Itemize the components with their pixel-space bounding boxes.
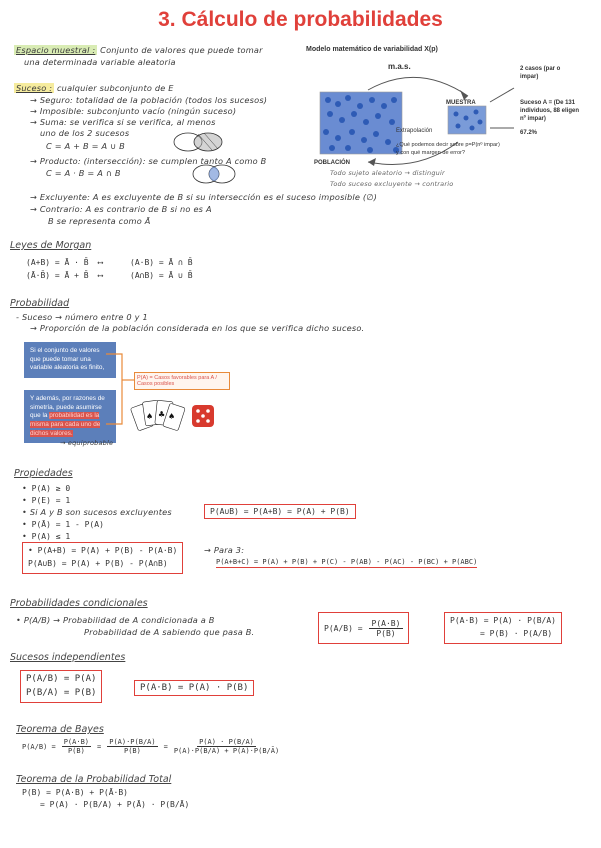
prop-4: • P(Ā) = 1 - P(A) — [22, 520, 104, 529]
svg-text:♠: ♠ — [146, 412, 154, 421]
bayes-f2d: P(B) — [123, 747, 141, 755]
morgan-law-2b: (A∩B) = Ā ∪ B̄ — [130, 271, 193, 280]
indep-title: Sucesos independientes — [10, 652, 126, 663]
cond-line-2: Probabilidad de A sabiendo que pasa B. — [84, 627, 255, 637]
morgan-law-1b: (A·B) = Ā ∩ B̄ — [130, 258, 193, 267]
morgan-arrow-2: ⟷ — [98, 271, 103, 280]
suceso-item-1: → Imposible: subconjunto vacío (ningún suceso) — [30, 106, 237, 116]
prop-6b: P(A∪B) = P(A) + P(B) - P(A∩B) — [28, 558, 168, 568]
morgan-law-2a: (Ā·B̄) = Ā + B̄ — [26, 271, 89, 280]
equiprobable-note: → equiprobable — [60, 439, 114, 447]
diagram-pregunta-2: y con qué margen de error? — [396, 150, 466, 156]
cond-box-1 — [318, 612, 409, 644]
morgan-title: Leyes de Morgan — [10, 240, 92, 251]
symmetry-highlight: probabilidad es la misma para cada uno de dichos valores. — [30, 412, 101, 437]
espacio-def-1: Conjunto de valores que puede tomar — [100, 45, 263, 55]
prob-line-1: - Suceso → número entre 0 y 1 — [16, 312, 148, 322]
suceso-item-0: → Seguro: totalidad de la población (todos los sucesos) — [30, 95, 268, 105]
bayes-f3n: P(A) · P(B/A) — [199, 738, 254, 746]
cond-box-1-lhs: P(A/B) = — [324, 623, 363, 633]
diagram-suceso-3: nº impar) — [520, 116, 546, 122]
diagram-extrapolacion: Extrapolación — [396, 128, 433, 134]
prop-1: • P(A) ≥ 0 — [22, 484, 71, 493]
indep-box-2: P(A·B) = P(A) · P(B) — [134, 680, 254, 696]
diagram-suceso-1: Suceso A = (De 131 — [520, 100, 576, 106]
bayes-f2n: P(A)·P(B/A) — [109, 738, 156, 746]
diagram-pregunta-1: ¿Qué podemos decir sobre p=P(nº impar) — [396, 142, 500, 148]
espacio-term: Espacio muestral : — [16, 45, 96, 55]
diagram-suceso-2: individuos, 88 eligen — [520, 108, 580, 114]
suceso-def: cualquier subconjunto de E — [56, 83, 174, 93]
total-line-1: P(B) = P(A·B) + P(Ā·B) — [22, 788, 128, 797]
bayes-title: Teorema de Bayes — [16, 724, 104, 735]
venn-union-icon — [160, 128, 240, 156]
bayes-formula — [22, 738, 279, 755]
svg-text:♣: ♣ — [158, 410, 166, 419]
cond-line-1: • P(A/B) → Probabilidad de A condicionada a B — [16, 615, 215, 625]
symmetry-text: Y además, por razones de simetría, puede asumirse que la — [30, 395, 105, 420]
suceso-item-6: C = A · B = A ∩ B — [46, 168, 121, 178]
diagram-casos-1: 2 casos (par o — [520, 66, 561, 72]
prop-6c: P(A+B+C) = P(A) + P(B) + P(C) - P(AB) - P(AC) - P(BC) + P(ABC) — [216, 558, 478, 566]
suceso-item-5: → Producto: (intersección): se cumplen tanto A como B — [30, 156, 267, 166]
prop-5: • P(A) ≤ 1 — [22, 532, 71, 541]
cond-box-1-den: P(B) — [376, 628, 396, 638]
cond-title: Probabilidades condicionales — [10, 598, 148, 609]
bayes-frac-2 — [107, 738, 157, 755]
prop-3-box: P(A∪B) = P(A+B) = P(A) + P(B) — [204, 504, 356, 519]
finite-card: Si el conjunto de valores que puede tomar una variable aleatoria es finito, — [24, 342, 116, 378]
indep-b2: P(B/A) = P(B) — [26, 687, 97, 698]
prob-title: Probabilidad — [10, 298, 70, 309]
diagram-muestra: MUESTRA — [446, 100, 476, 106]
suceso-item-8: → Contrario: A es contrario de B si no es A — [30, 204, 212, 214]
prop-2: • P(E) = 1 — [22, 496, 71, 505]
suceso-item-2: → Suma: se verifica si se verifica, al menos — [30, 117, 216, 127]
cond-box-2 — [444, 612, 562, 644]
prop-6-arrow: → Para 3: — [204, 545, 245, 555]
morgan-law-1a: (A+B) = Ā · B̄ — [26, 258, 89, 267]
indep-b1: P(A/B) = P(A) — [26, 674, 97, 684]
suceso-item-9: B se representa como Ā — [48, 216, 151, 226]
venn-intersection-icon — [182, 161, 252, 187]
espacio-def-2: una determinada variable aleatoria — [24, 57, 176, 67]
bayes-f1n: P(A·B) — [63, 738, 90, 746]
prop-6a: • P(A+B) = P(A) + P(B) - P(A·B) — [28, 546, 178, 555]
page-title: 3. Cálculo de probabilidades — [158, 8, 443, 31]
diagram-note-2: Todo suceso excluyente → contrario — [330, 180, 454, 188]
espacio-line1 — [14, 46, 263, 56]
suceso-item-7: → Excluyente: A es excluyente de B si su intersección es el suceso imposible (∅) — [30, 192, 378, 202]
suceso-term: Suceso : — [16, 83, 53, 93]
bayes-lhs: P(A/B) = — [22, 742, 56, 751]
cond-box-2a: P(A·B) = P(A) · P(B/A) — [450, 616, 556, 625]
cond-box-2b: = P(B) · P(A/B) — [480, 628, 553, 638]
cond-box-1-num: P(A·B) — [369, 619, 404, 629]
diagram-mas: m.a.s. — [388, 62, 411, 71]
bayes-eq-1: = — [97, 742, 102, 751]
suceso-item-3: uno de los 2 sucesos — [40, 128, 130, 138]
props-title: Propiedades — [14, 468, 73, 479]
indep-box-1 — [20, 670, 102, 703]
cards-dice-icon — [130, 395, 230, 441]
bayes-frac-3 — [174, 738, 279, 755]
total-line-2: = P(A) · P(B/A) + P(Ā) · P(B/Ā) — [40, 800, 190, 809]
diagram-percent: 67.2% — [520, 130, 538, 136]
bayes-f3d: P(A)·P(B/A) + P(Ā)·P(B/Ā) — [173, 747, 280, 755]
diagram-note-1: Todo sujeto aleatorio → distinguir — [330, 169, 445, 177]
symmetry-card — [24, 390, 116, 443]
diagram-poblacion: POBLACIÓN — [314, 160, 350, 166]
bayes-eq-2: = — [163, 742, 168, 751]
svg-text:♠: ♠ — [168, 412, 176, 421]
morgan-arrow-1: ⟷ — [98, 258, 103, 267]
laplace-formula: P(A) = Casos favorables para A / Casos posibles — [134, 372, 230, 390]
diagram-casos-2: impar) — [520, 74, 539, 80]
total-title: Teorema de la Probabilidad Total — [16, 774, 172, 785]
suceso-line — [14, 84, 174, 94]
prop-6-box — [22, 542, 183, 574]
bayes-f1d: P(B) — [67, 747, 85, 755]
cond-box-1-frac — [369, 619, 404, 638]
bayes-frac-1 — [62, 738, 91, 755]
diagram-title: Modelo matemático de variabilidad X(p) — [306, 46, 438, 53]
prop-3: • Si A y B son sucesos excluyentes — [22, 507, 172, 517]
suceso-item-4: C = A + B = A ∪ B — [46, 141, 125, 151]
prob-line-2: → Proporción de la población considerada en los que se verifica dicho suceso. — [30, 323, 365, 333]
